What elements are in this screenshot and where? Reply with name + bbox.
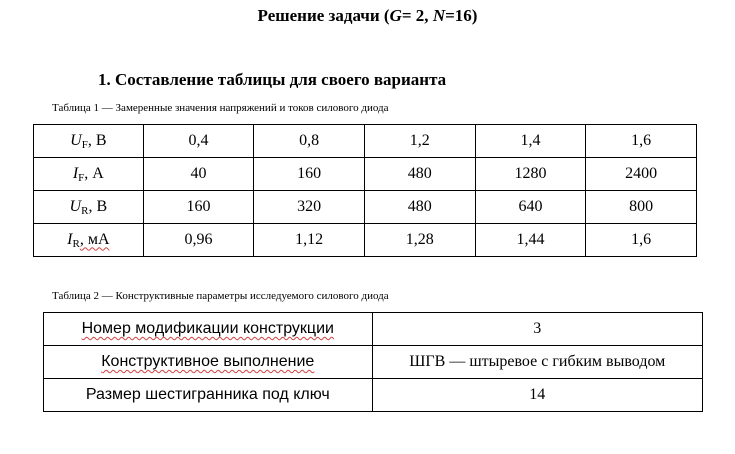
symbol: I bbox=[67, 230, 73, 248]
subscript: R bbox=[81, 204, 89, 217]
table2-caption: Таблица 2 — Конструктивные параметры исследуемого силового диода bbox=[52, 290, 389, 302]
table-row bbox=[44, 346, 703, 379]
title-prefix: Решение задачи ( bbox=[257, 6, 390, 25]
row-header-ur bbox=[34, 191, 144, 224]
subscript: F bbox=[81, 138, 88, 151]
section-heading: 1. Составление таблицы для своего варианта bbox=[98, 70, 447, 89]
table-cell: 1280 bbox=[475, 158, 586, 191]
table-cell: 0,8 bbox=[254, 125, 365, 158]
table-row bbox=[44, 313, 703, 346]
table-row bbox=[34, 191, 697, 224]
param-key-text: Конструктивное выполнение bbox=[101, 353, 315, 370]
unit: , В bbox=[87, 131, 107, 149]
table-cell: 160 bbox=[143, 191, 254, 224]
param-key-text: Номер модификации конструкции bbox=[81, 320, 334, 337]
title-n-value: =16) bbox=[445, 6, 478, 25]
design-parameters-table bbox=[43, 312, 703, 412]
param-value: ШГВ — штыревое с гибким выводом bbox=[372, 346, 702, 379]
table-cell: 480 bbox=[364, 191, 475, 224]
table-cell: 640 bbox=[475, 191, 586, 224]
unit: , А bbox=[84, 164, 104, 182]
row-header-ir bbox=[34, 224, 144, 257]
title-g-var: G bbox=[389, 6, 402, 25]
table-row bbox=[34, 224, 697, 257]
table-cell: 40 bbox=[143, 158, 254, 191]
table-row bbox=[44, 379, 703, 412]
subscript: F bbox=[78, 171, 85, 184]
table-row bbox=[34, 125, 697, 158]
table-cell: 1,4 bbox=[475, 125, 586, 158]
title-g-value: = 2, bbox=[401, 6, 433, 25]
symbol: U bbox=[70, 131, 82, 149]
table-cell: 160 bbox=[254, 158, 365, 191]
param-key bbox=[44, 313, 373, 346]
table-cell: 320 bbox=[254, 191, 365, 224]
title-n-var: N bbox=[432, 6, 446, 25]
param-key-text: Размер шестигранника под ключ bbox=[85, 386, 330, 403]
table-cell: 0,4 bbox=[143, 125, 254, 158]
table-cell: 1,2 bbox=[364, 125, 475, 158]
table1-caption: Таблица 1 — Замеренные значения напряжений и токов силового диода bbox=[52, 102, 389, 114]
table-cell: 480 bbox=[364, 158, 475, 191]
table-cell: 1,28 bbox=[364, 224, 475, 257]
param-key bbox=[44, 346, 373, 379]
unit: , В bbox=[88, 197, 108, 215]
table-cell: 1,44 bbox=[475, 224, 586, 257]
row-header-if bbox=[34, 158, 144, 191]
measurements-table bbox=[33, 124, 697, 257]
table-cell: 1,6 bbox=[586, 224, 697, 257]
table-cell: 0,96 bbox=[143, 224, 254, 257]
table-cell: 800 bbox=[586, 191, 697, 224]
document-title bbox=[0, 6, 735, 26]
subscript: R bbox=[72, 237, 80, 250]
param-key bbox=[44, 379, 373, 412]
param-value: 3 bbox=[372, 313, 702, 346]
symbol: I bbox=[72, 164, 79, 182]
table-cell: 1,6 bbox=[586, 125, 697, 158]
table-cell: 2400 bbox=[586, 158, 697, 191]
table-row bbox=[34, 158, 697, 191]
symbol: U bbox=[69, 197, 82, 215]
table-cell: 1,12 bbox=[254, 224, 365, 257]
unit: , мА bbox=[79, 230, 110, 248]
row-header-uf bbox=[34, 125, 144, 158]
param-value: 14 bbox=[372, 379, 702, 412]
